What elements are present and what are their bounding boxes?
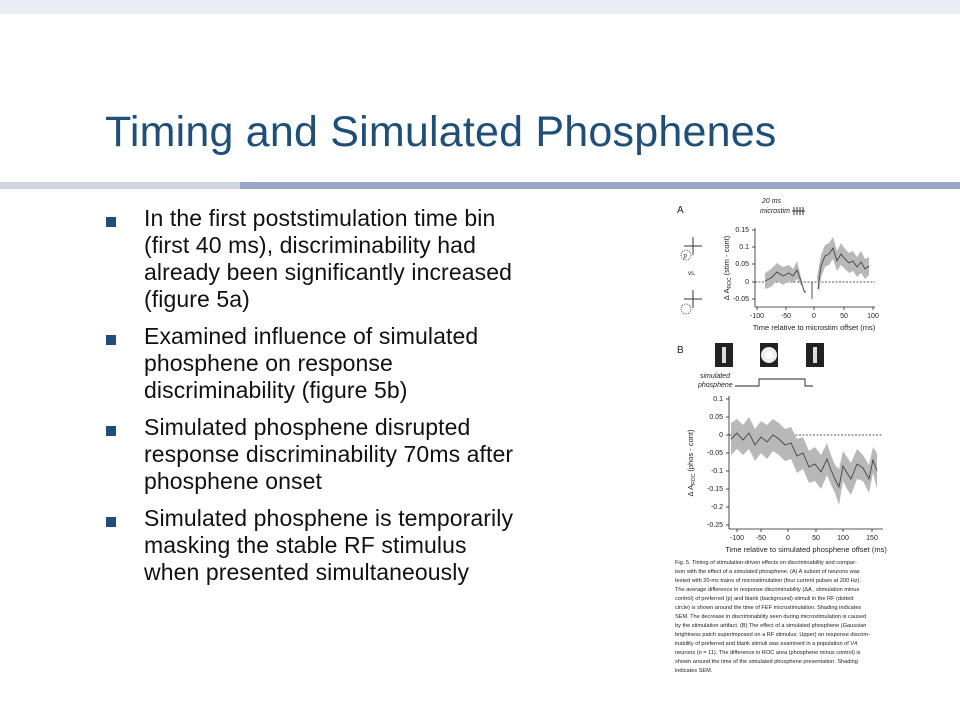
bullet-line: when presented simultaneously <box>144 559 470 585</box>
panel-b-ylabel: Δ $A_{ROC}$ (phos - cont) <box>686 429 697 497</box>
caption-line: SEM. The decrease in discriminability seen during microstimulation is caused <box>675 614 867 620</box>
square-bullet-icon <box>106 517 116 527</box>
phosphene-label: phosphene <box>698 382 733 389</box>
caption-line: Fig. 5. Timing of stimulation-driven effects on discriminability and compar- <box>675 560 857 566</box>
panel-b-ytick: 0.05 <box>709 414 723 421</box>
caption-line: shown around the time of the simulated phosphene presentation. Shading <box>675 659 858 665</box>
figure-caption <box>675 560 870 674</box>
panel-b-xtick: -100 <box>729 535 745 542</box>
bullet-line: phosphene on response <box>144 350 393 376</box>
caption-line: neurons (n = 11). The difference in ROC area (phosphene minus control) is <box>675 650 861 656</box>
bullet-line: masking the stable RF stimulus <box>144 532 467 558</box>
panel-b-xtick: 150 <box>866 535 878 542</box>
bullet-item-1 <box>106 205 626 313</box>
phosphene-timing-trace <box>735 379 813 386</box>
panel-a-stimulus-icons <box>681 237 702 314</box>
panel-b-xlabel: Time relative to simulated phosphene offset (ms) <box>725 545 887 554</box>
panel-a-xtick: -100 <box>749 313 765 320</box>
panel-b-label: B <box>677 345 684 356</box>
bullet-line: discriminability (figure 5b) <box>144 377 408 403</box>
bullet-item-3 <box>106 414 626 495</box>
bullet-line: (first 40 ms), discriminability had <box>144 232 476 258</box>
caption-line: indicates SEM. <box>675 668 713 674</box>
bullet-list <box>106 205 626 596</box>
caption-line: by the stimulation artifact. (B) The effect of a simulated phosphene (Gaussian <box>675 623 867 629</box>
panel-a-ylabel: Δ $A_{ROC}$ (stim - cont) <box>722 235 733 301</box>
panel-a-xtick: -50 <box>780 313 792 320</box>
microstim-duration-label: 20 ms <box>762 198 782 205</box>
bullet-line: response discriminability 70ms after <box>144 441 514 467</box>
preferred-stimulus-p-label: p <box>683 253 687 260</box>
panel-b-sem-band <box>731 417 877 505</box>
title-rule-light <box>0 182 240 189</box>
slide-title: Timing and Simulated Phosphenes <box>105 108 777 156</box>
bullet-line: Examined influence of simulated <box>144 323 479 349</box>
square-bullet-icon <box>106 426 116 436</box>
panel-b-ytick: 0 <box>719 432 723 439</box>
figure-5-image <box>673 193 931 710</box>
simulated-label: simulated <box>700 373 730 380</box>
top-decoration-bar <box>0 0 960 14</box>
panel-a-sem-band-2 <box>817 237 869 293</box>
panel-a-ytick: -0.05 <box>733 296 749 303</box>
caption-line: ison with the effect of a simulated phosphene. (A) A subset of neurons was <box>675 569 860 575</box>
square-bullet-icon <box>106 335 116 345</box>
bullet-line: In the first poststimulation time bin <box>144 205 496 231</box>
panel-a-xlabel: Time relative to microstim offset (ms) <box>752 323 876 332</box>
panel-b-ytick: -0.2 <box>710 504 723 511</box>
vs-label: vs. <box>688 271 696 277</box>
bullet-line: (figure 5a) <box>144 286 250 312</box>
bullet-item-2 <box>106 323 626 404</box>
panel-b-xtick: 100 <box>837 535 849 542</box>
panel-a-ytick: 0 <box>745 279 749 286</box>
panel-b-ytick: 0.1 <box>713 396 723 403</box>
caption-line: tested with 20-ms trains of microstimulation (four current pulses at 200 Hz). <box>675 578 861 584</box>
panel-a-ytick: 0.15 <box>735 227 749 234</box>
panel-a-label: A <box>677 205 684 216</box>
panel-b-xtick: -50 <box>755 535 767 542</box>
panel-a-ytick: 0.1 <box>739 244 749 251</box>
caption-line: circle) is shown around the time of FEF microstimulation. Shading indicates <box>675 605 862 611</box>
panel-b-stimulus-patches <box>715 343 824 367</box>
panel-a-xtick: 100 <box>867 313 879 320</box>
square-bullet-icon <box>106 217 116 227</box>
panel-b-ytick: -0.15 <box>707 486 723 493</box>
bullet-line: Simulated phosphene disrupted <box>144 414 471 440</box>
figure-5-graphic <box>673 193 931 710</box>
bullet-item-4 <box>106 505 626 586</box>
caption-line: The average difference in response discriminability (ΔA , stimulation minus <box>675 587 860 593</box>
panel-a-xtick: 50 <box>840 313 848 320</box>
panel-b-ytick: -0.25 <box>707 522 723 529</box>
panel-a-xtick: 0 <box>812 313 816 320</box>
caption-line: control) of preferred (p) and blank (background) stimuli in the RF (dotted <box>675 596 854 602</box>
microstim-pulses <box>792 207 805 215</box>
caption-line: inability of preferred and blank stimuli was examined in a population of V4 <box>675 641 858 647</box>
bullet-line: already been significantly increased <box>144 259 512 285</box>
panel-b-ytick: -0.1 <box>710 468 723 475</box>
caption-line: brightness patch superimposed on a RF stimulus; Upper) on response discrim- <box>675 632 870 638</box>
microstim-label: microstim <box>760 208 790 215</box>
bullet-line: Simulated phosphene is temporarily <box>144 505 514 531</box>
bullet-line: phosphene onset <box>144 468 322 494</box>
panel-b-ytick: -0.05 <box>707 450 723 457</box>
title-rule-dark <box>240 182 960 189</box>
panel-b-xtick: 0 <box>786 535 790 542</box>
panel-a-ytick: 0.05 <box>735 261 749 268</box>
panel-b-xtick: 50 <box>812 535 820 542</box>
